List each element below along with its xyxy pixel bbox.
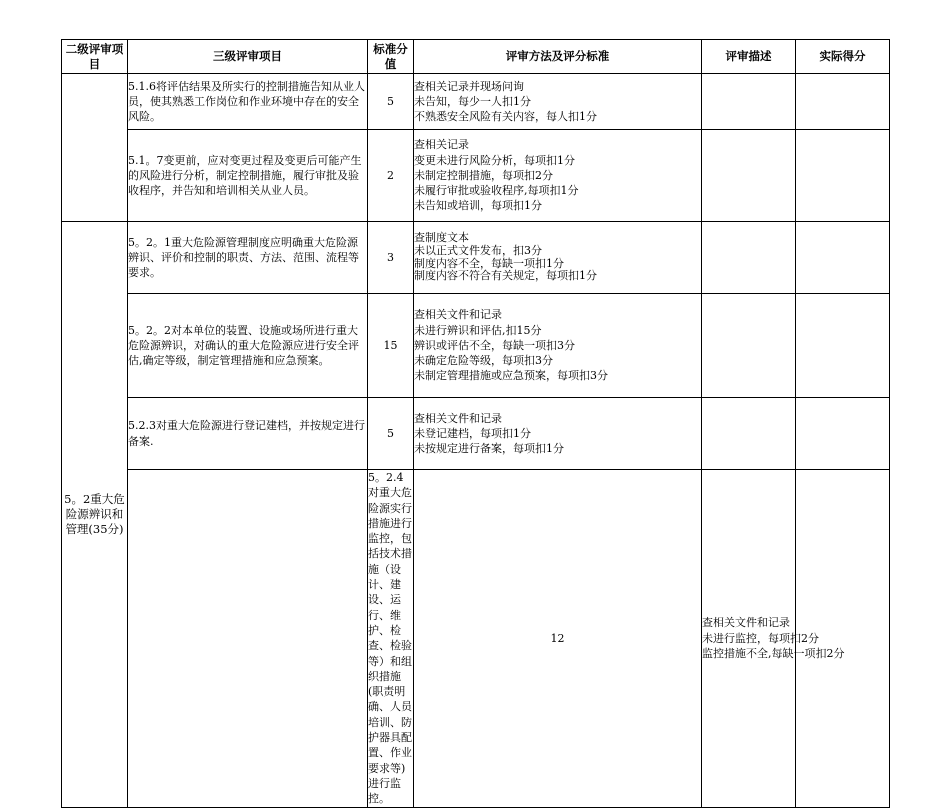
method-line: 未以正式文件发布，扣3分 <box>414 243 542 257</box>
method-line: 查制度文本 <box>414 231 469 245</box>
method-line: 查相关记录 <box>414 138 469 152</box>
method-cell <box>702 470 845 808</box>
review-description-cell[interactable] <box>702 130 796 222</box>
method-line: 未履行审批或验收程序,每项扣1分 <box>414 184 579 198</box>
method-line: 未告知或培训，每项扣1分 <box>414 199 542 213</box>
method-line: 未告知，每少一人扣1分 <box>414 94 531 108</box>
method-line: 制度内容不全，每缺一项扣1分 <box>414 256 564 270</box>
header-actual-score: 实际得分 <box>796 40 890 74</box>
table-row <box>62 130 890 222</box>
level3-item-cell: 5。2。1重大危险源管理制度应明确重大危险源辨识、评价和控制的职责、方法、范围、流程等要求。 <box>128 222 368 294</box>
method-line: 变更未进行风险分析，每项扣1分 <box>414 153 575 167</box>
method-line: 制度内容不符合有关规定，每项扣1分 <box>414 269 597 283</box>
method-line: 未按规定进行备案，每项扣1分 <box>414 442 564 456</box>
method-line: 未制定管理措施或应急预案，每项扣3分 <box>414 369 608 383</box>
review-description-cell[interactable] <box>702 222 796 294</box>
method-line: 监控措施不全,每缺一项扣2分 <box>702 646 845 660</box>
score-cell: 12 <box>414 470 702 808</box>
score-cell: 15 <box>368 294 414 398</box>
method-line: 未确定危险等级，每项扣3分 <box>414 354 553 368</box>
method-cell <box>414 294 702 398</box>
level3-item-cell: 5.2.3对重大危险源进行登记建档，并按规定进行备案. <box>128 398 368 470</box>
review-standard-table <box>61 39 890 808</box>
method-line: 未进行监控，每项扣2分 <box>702 631 819 645</box>
table-row <box>62 398 890 470</box>
score-cell: 5 <box>368 74 414 130</box>
table-row <box>62 74 890 130</box>
method-cell <box>414 222 702 294</box>
score-cell: 3 <box>368 222 414 294</box>
header-standard-score: 标准分值 <box>368 40 414 74</box>
actual-score-cell[interactable] <box>796 222 890 294</box>
table-row <box>62 470 890 808</box>
review-description-cell[interactable] <box>702 398 796 470</box>
actual-score-cell[interactable] <box>796 130 890 222</box>
method-line: 未登记建档，每项扣1分 <box>414 426 531 440</box>
level2-item-major-hazard: 5。2重大危险源辨识和管理(35分) <box>62 222 128 808</box>
method-line: 查相关文件和记录 <box>414 411 502 425</box>
level2-cell-continued <box>128 470 368 808</box>
method-line: 查相关文件和记录 <box>414 308 502 322</box>
method-line: 不熟悉安全风险有关内容，每人扣1分 <box>414 110 597 124</box>
header-row <box>62 40 890 74</box>
method-cell <box>414 130 702 222</box>
method-cell <box>414 74 702 130</box>
level3-item-cell: 5。2。2对本单位的装置、设施或场所进行重大危险源辨识，对确认的重大危险源应进行安全评估,确定等级，制定管理措施和应急预案。 <box>128 294 368 398</box>
table-row <box>62 222 890 294</box>
table-row <box>62 294 890 398</box>
review-description-cell[interactable] <box>702 74 796 130</box>
method-line: 查相关记录并现场问询 <box>414 79 524 93</box>
actual-score-cell[interactable] <box>796 398 890 470</box>
method-line: 未进行辨识和评估,扣15分 <box>414 323 542 337</box>
header-review-description: 评审描述 <box>702 40 796 74</box>
method-line: 辨识或评估不全，每缺一项扣3分 <box>414 338 575 352</box>
header-level3-item: 三级评审项目 <box>128 40 368 74</box>
level3-item-cell: 5.1.6将评估结果及所实行的控制措施告知从业人员，使其熟悉工作岗位和作业环境中存在的安全风险。 <box>128 74 368 130</box>
level3-item-cell: 5.1。7变更前，应对变更过程及变更后可能产生的风险进行分析，制定控制措施，履行审批及验收程序，并告知和培训相关从业人员。 <box>128 130 368 222</box>
header-level2-item: 二级评审项目 <box>62 40 128 74</box>
level3-item-cell: 5。2.4对重大危险源实行措施进行监控，包括技术措施（设计、建设、运行、维护、检查、检验等）和组织措施(职责明确、人员培训、防护器具配置、作业要求等)进行监控。 <box>368 471 412 806</box>
score-cell: 2 <box>368 130 414 222</box>
actual-score-cell[interactable] <box>796 294 890 398</box>
score-cell: 5 <box>368 398 414 470</box>
method-line: 查相关文件和记录 <box>702 616 790 630</box>
actual-score-cell[interactable] <box>796 74 890 130</box>
method-cell <box>414 398 702 470</box>
level2-cell-continued <box>62 74 128 222</box>
review-description-cell[interactable] <box>702 294 796 398</box>
header-method-criteria: 评审方法及评分标准 <box>414 40 702 74</box>
method-line: 未制定控制措施，每项扣2分 <box>414 168 553 182</box>
